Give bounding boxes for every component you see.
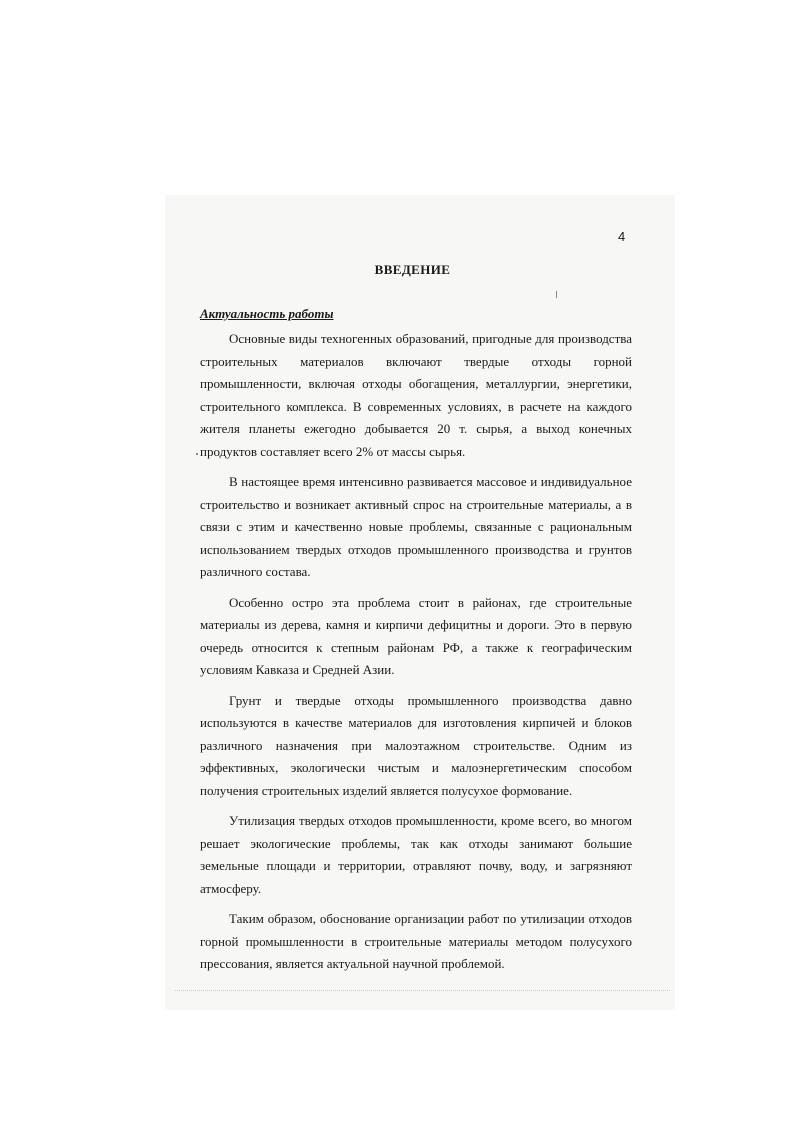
section-subheading: Актуальность работы: [200, 306, 334, 321]
paragraph: Особенно остро эта проблема стоит в районах, где строительные материалы из дерева, камня и кирпичи дефицитны и дороги. Это в первую очередь относится к степным районам РФ, а также к географическим условиям Кавказа и Средней Азии.: [200, 594, 632, 677]
page-number: 4: [618, 229, 626, 244]
scan-speck: [196, 453, 198, 455]
paragraph: Грунт и твердые отходы промышленного производства давно используются в качестве материалов для изготовления кирпичей и блоков различного назначения при малоэтажном строительстве. Одним из эффективных, экологически чистым и малоэнергетическим способом получения строительных изделий является полусухое формование.: [200, 692, 632, 798]
body-text: [200, 328, 632, 984]
paragraph: В настоящее время интенсивно развивается массовое и индивидуальное строительство и возникает активный спрос на строительные материалы, а в связи с этим и качественно новые проблемы, связанные с рациональным использованием твердых отходов промышленного производства и грунтов различного состава.: [200, 474, 632, 579]
scan-speck: [556, 291, 557, 298]
paragraph: Утилизация твердых отходов промышленности, кроме всего, во многом решает экологические проблемы, так как отходы занимают большие земельные площади и территории, отравляют почву, воду, и загрязняют атмосферу.: [200, 813, 632, 896]
scan-edge-noise: [175, 990, 670, 992]
paragraph: Таким образом, обоснование организации работ по утилизации отходов горной промышленности в строительные материалы методом полусухого прессования, является актуальной научной проблемой.: [200, 911, 632, 971]
page-title: ВВЕДЕНИЕ: [374, 262, 451, 277]
paragraph: Основные виды техногенных образований, пригодные для производства строительных материалов включают твердые отходы горной промышленности, включая отходы обогащения, металлургии, энергетики, строительного комплекса. В современных условиях, в расчете на каждого жителя планеты ежегодно добывается 20 т. сырья, а выход конечных продуктов составляет всего 2% от массы сырья.: [200, 331, 632, 459]
